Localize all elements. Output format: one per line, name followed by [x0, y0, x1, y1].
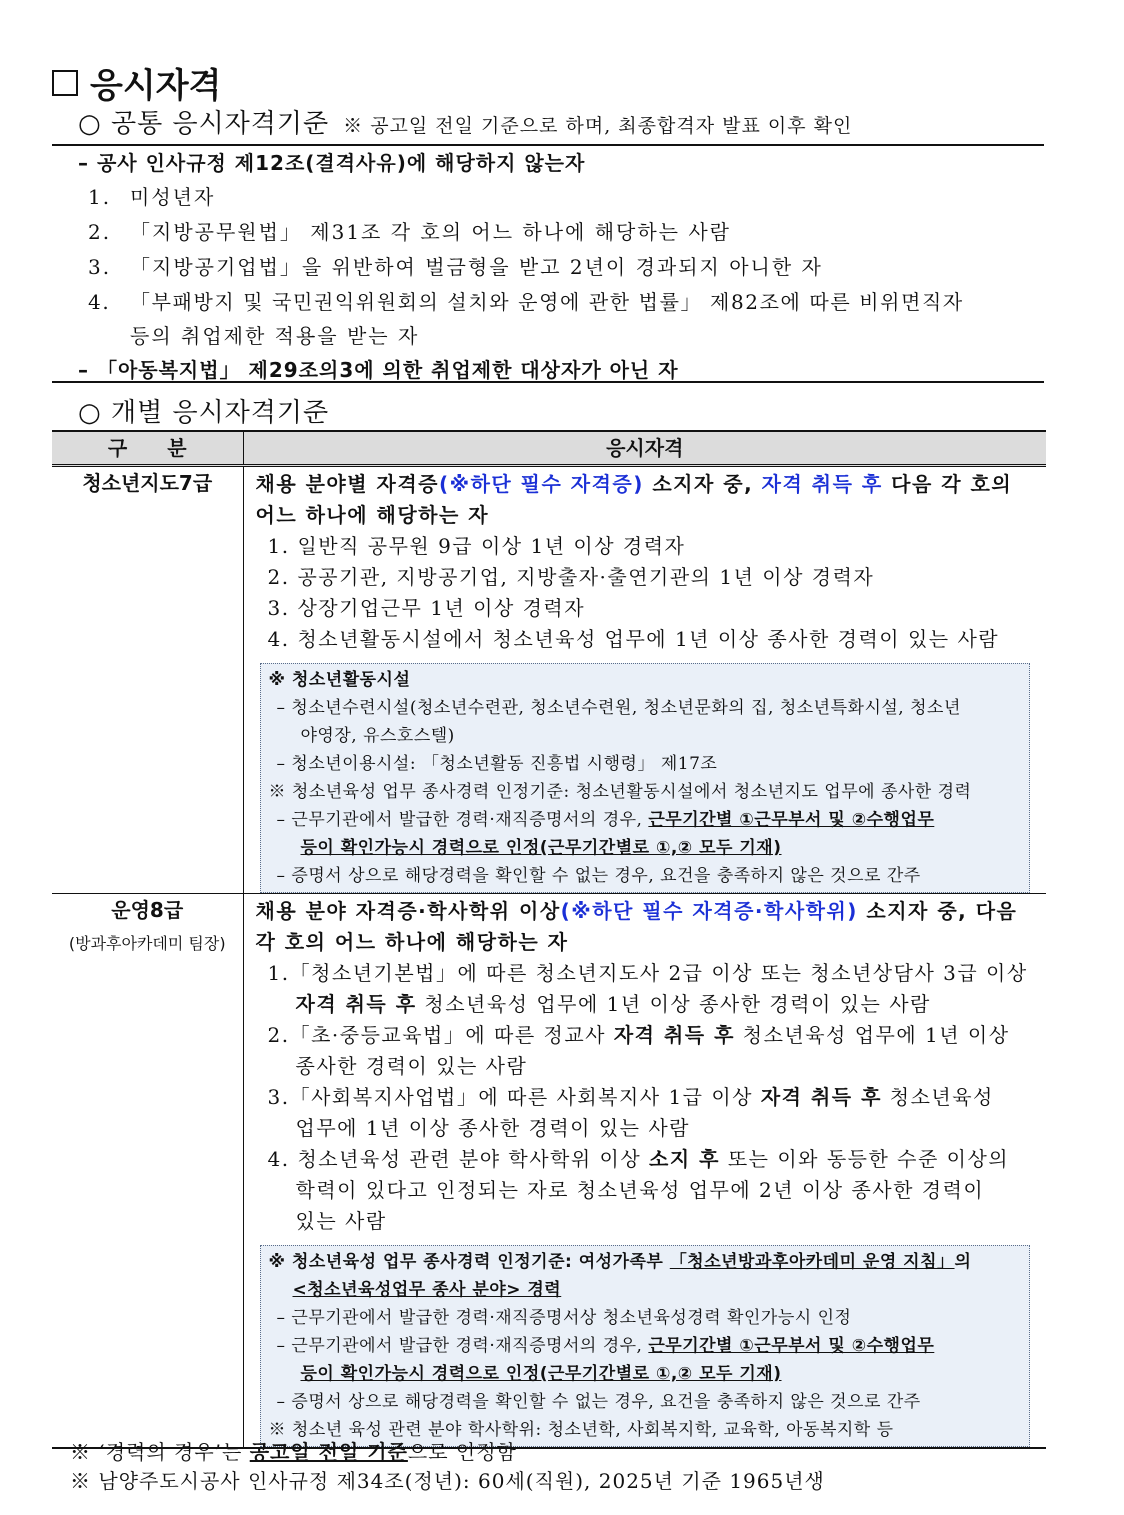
list-item: 4. 「부패방지 및 국민권익위원회의 설치와 운영에 관한 법률」 제82조에 따른 비위면직자: [88, 290, 964, 314]
list-item: 1. 미성년자: [88, 185, 216, 209]
individual-criteria-title: ○ 개별 응시자격기준: [78, 398, 330, 428]
list-item-continuation: 등의 취업제한 적용을 받는 자: [130, 324, 420, 348]
list-item: 2. 공공기관, 지방공기업, 지방출자·출연기관의 1년 이상 경력자: [267, 565, 875, 589]
list-item: 4. 청소년활동시설에서 청소년육성 업무에 1년 이상 종사한 경력이 있는 사람: [267, 627, 1000, 651]
qualification-cell: [243, 466, 1046, 894]
footer-note-2: ※ 남양주도시공사 인사규정 제34조(정년): 60세(직원), 2025년 기준 1965년생: [70, 1469, 825, 1493]
list-item: 3.「사회복지사업법」에 따른 사회복지사 1급 이상 자격 취득 후 청소년육성: [267, 1085, 994, 1109]
list-item: 1. 일반직 공무원 9급 이상 1년 이상 경력자: [267, 534, 686, 558]
category-name: 운영8급: [111, 898, 184, 922]
common-criteria-heading: [78, 103, 852, 140]
list-item: 4. 청소년육성 관련 분야 학사학위 이상 소지 후 또는 이와 동등한 수준 이상의: [267, 1147, 1010, 1171]
table-header-qualification: 응시자격: [243, 431, 1046, 466]
category-subtitle: (방과후아카데미 팀장): [68, 934, 226, 953]
list-item: 1.「청소년기본법」에 따른 청소년지도사 2급 이상 또는 청소년상담사 3급 이상: [267, 961, 1028, 985]
checkbox-square-icon: [52, 70, 78, 96]
section-title-text: 응시자격: [90, 66, 222, 106]
lead-text: 채용 분야별 자격증(※하단 필수 자격증) 소지자 중, 자격 취득 후 다음 각 호의 어느 하나에 해당하는 자: [255, 472, 1013, 527]
list-item: 3. 「지방공기업법」을 위반하여 벌금형을 받고 2년이 경과되지 아니한 자: [88, 255, 823, 279]
divider: [52, 144, 1044, 146]
list-item: 3. 상장기업근무 1년 이상 경력자: [267, 596, 586, 620]
common-item-2: – 「아동복지법」 제29조의3에 의한 취업제한 대상자가 아닌 자: [78, 358, 679, 382]
note-box: ※ 청소년활동시설 – 청소년수련시설(청소년수련관, 청소년수련원, 청소년문화의 집, 청소년특화시설, 청소년 야영장, 유스호스텔) – 청소년이용시설: 「청소년활동 진흥법 시행령」 제17조 ※ 청소년육성 업무 종사경력 인정기준: 청소년활동시설에서 청소년지도 업무에 종사한 경력 – 근무기관에서 발급한 경력·재직증명서의 경우, 근무기간별 ①근무부서 및 ②수행업무 등이 확인가능시 경력으로 인정(근무기간별로 ①,② 모두 기재) – 증명서 상으로 해당경력을 확인할 수 없는 경우, 요건을 충족하지 않은 것으로 간주: [260, 663, 1031, 893]
list-item-continuation: 있는 사람: [295, 1209, 387, 1233]
qualification-cell: [243, 894, 1046, 1449]
list-item-continuation: 자격 취득 후 청소년육성 업무에 1년 이상 종사한 경력이 있는 사람: [295, 992, 931, 1016]
category-cell: [52, 894, 243, 1449]
category-name: 청소년지도7급: [82, 471, 213, 495]
list-item: 2. 「지방공무원법」 제31조 각 호의 어느 하나에 해당하는 사람: [88, 220, 731, 244]
list-item: 2.「초·중등교육법」에 따른 정교사 자격 취득 후 청소년육성 업무에 1년 이상: [267, 1023, 1010, 1047]
table-header-category: 구분: [52, 431, 243, 466]
lead-text: 채용 분야 자격증·학사학위 이상(※하단 필수 자격증·학사학위) 소지자 중, 다음 각 호의 어느 하나에 해당하는 자: [255, 899, 1018, 954]
divider: [52, 381, 1044, 383]
table-row: [52, 466, 1046, 894]
list-item-continuation: 업무에 1년 이상 종사한 경력이 있는 사람: [295, 1116, 690, 1140]
common-criteria-title: ○ 공통 응시자격기준: [78, 109, 330, 139]
footer-note-1: ※ ‘경력의 경우’는 공고일 전일 기준으로 인정함: [70, 1440, 517, 1464]
list-item-continuation: 종사한 경력이 있는 사람: [295, 1054, 528, 1078]
list-item-continuation: 학력이 있다고 인정되는 자로 청소년육성 업무에 2년 이상 종사한 경력이: [295, 1178, 985, 1202]
table-row: [52, 894, 1046, 1449]
section-title: [52, 58, 221, 107]
qualification-table: [52, 430, 1046, 1449]
common-item-1: – 공사 인사규정 제12조(결격사유)에 해당하지 않는자: [78, 151, 586, 175]
category-cell: [52, 466, 243, 894]
common-criteria-note: ※ 공고일 전일 기준으로 하며, 최종합격자 발표 이후 확인: [343, 115, 853, 137]
note-box: ※ 청소년육성 업무 종사경력 인정기준: 여성가족부 「청소년방과후아카데미 운영 지침」의 <청소년육성업무 종사 분야> 경력 – 근무기관에서 발급한 경력·재직증명서상 청소년육성경력 확인가능시 인정 – 근무기관에서 발급한 경력·재직증명서의 경우, 근무기간별 ①근무부서 및 ②수행업무 등이 확인가능시 경력으로 인정(근무기간별로 ①,② 모두 기재) – 증명서 상으로 해당경력을 확인할 수 없는 경우, 요건을 충족하지 않은 것으로 간주 ※ 청소년 육성 관련 분야 학사학위: 청소년학, 사회복지학, 교육학, 아동복지학 등: [260, 1245, 1031, 1447]
